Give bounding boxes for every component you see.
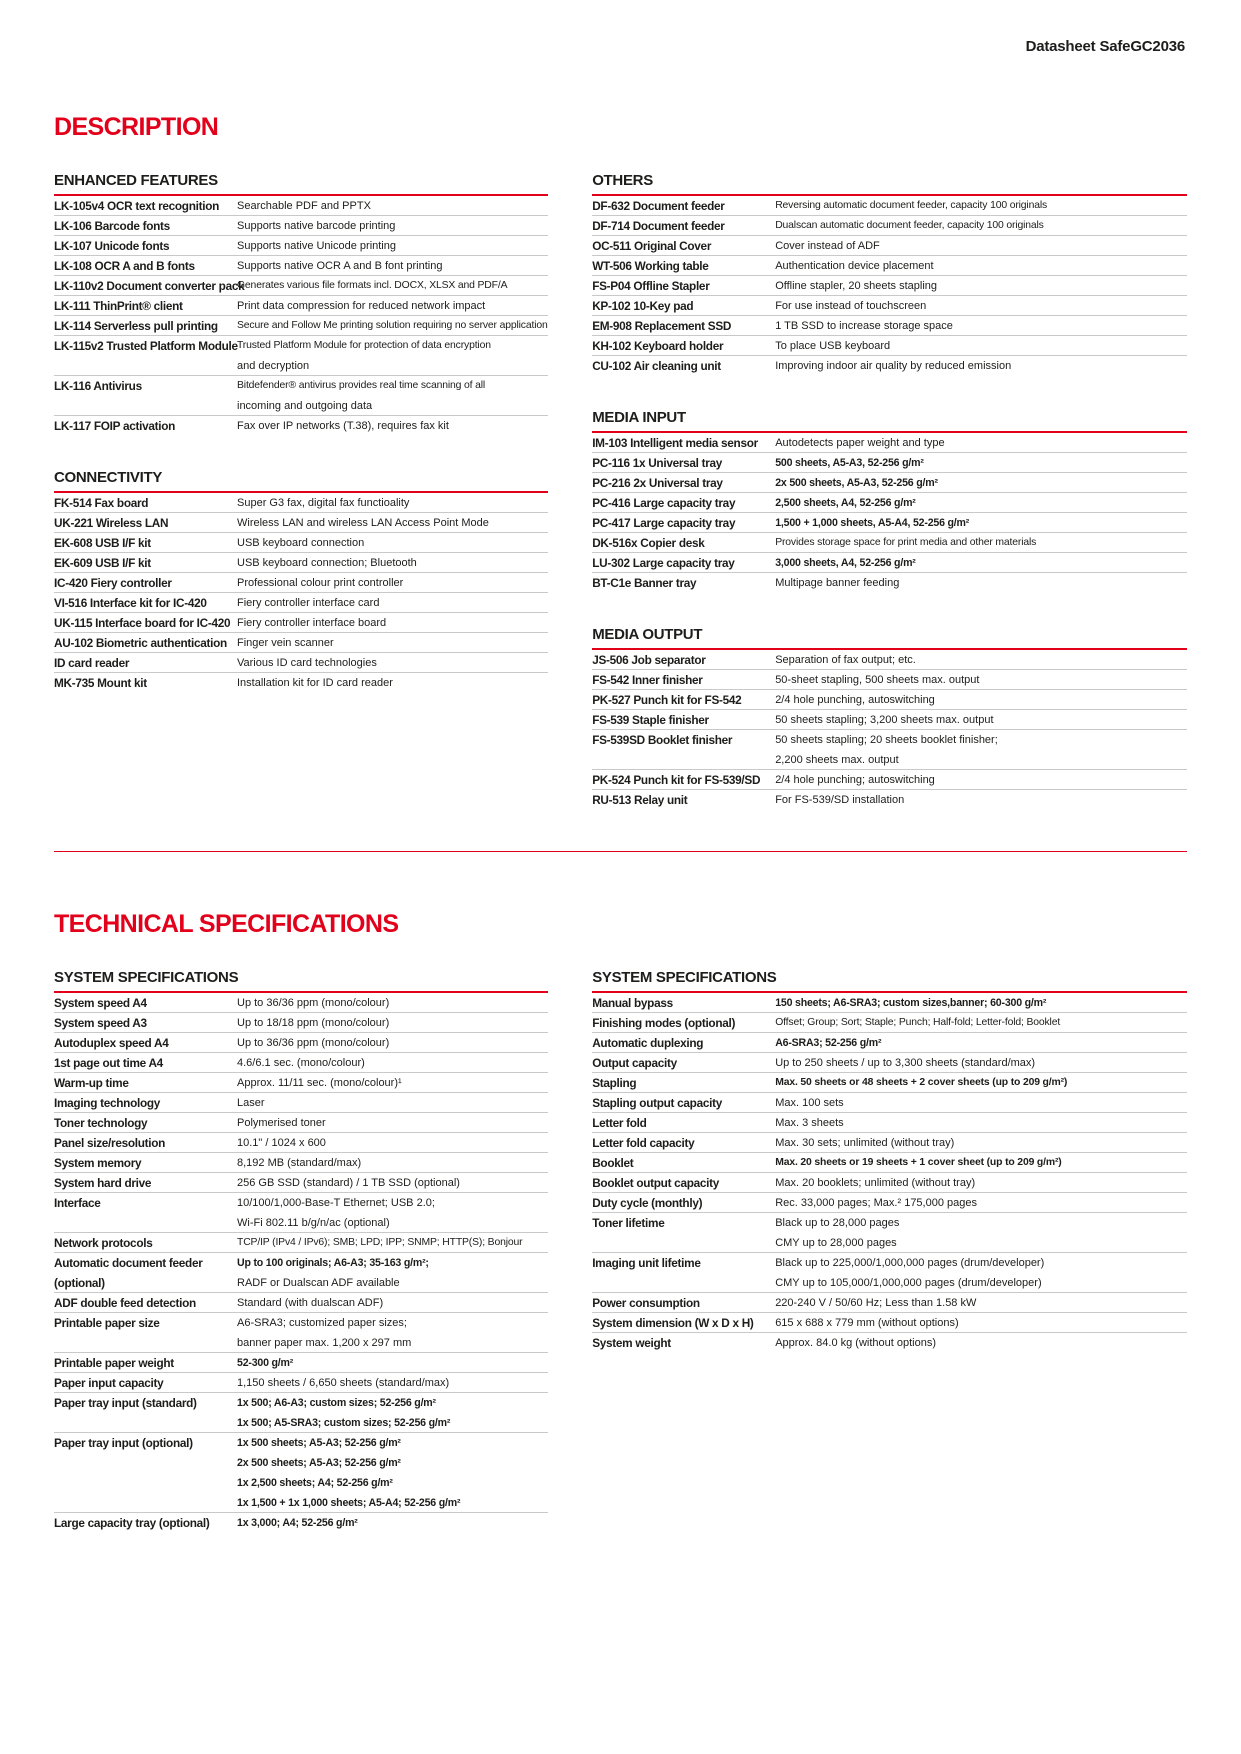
spec-row xyxy=(592,993,1187,1013)
spec-label: Toner technology xyxy=(54,1116,148,1130)
spec-value: Provides storage space for print media and other materials xyxy=(775,537,1037,548)
spec-row xyxy=(54,633,548,653)
spec-row xyxy=(592,1073,1187,1093)
spec-value: 2,500 sheets, A4, 52-256 g/m² xyxy=(775,497,916,509)
spec-value: 50 sheets stapling; 3,200 sheets max. output xyxy=(775,714,994,726)
spec-value: Laser xyxy=(237,1097,265,1109)
spec-row xyxy=(54,1353,548,1373)
spec-value: Fax over IP networks (T.38), requires fax kit xyxy=(237,420,449,432)
spec-label: AU-102 Biometric authentication xyxy=(54,636,227,650)
spec-value: Supports native barcode printing xyxy=(237,220,396,232)
spec-label: ADF double feed detection xyxy=(54,1296,196,1310)
spec-label: LK-117 FOIP activation xyxy=(54,419,176,433)
spec-value: TCP/IP (IPv4 / IPv6); SMB; LPD; IPP; SNMP; HTTP(S); Bonjour xyxy=(237,1237,523,1248)
spec-label: PK-524 Punch kit for FS-539/SD xyxy=(592,773,761,787)
spec-label: System dimension (W x D x H) xyxy=(592,1316,754,1330)
spec-row xyxy=(592,433,1187,453)
spec-label: LU-302 Large capacity tray xyxy=(592,556,735,570)
spec-row xyxy=(54,1073,548,1093)
spec-value: 1x 500; A6-A3; custom sizes; 52-256 g/m² 1x 500; A5-SRA3; custom sizes; 52-256 g/m² xyxy=(237,1397,451,1429)
spec-row xyxy=(54,416,548,435)
spec-row xyxy=(592,1133,1187,1153)
technical-specifications-title: TECHNICAL SPECIFICATIONS xyxy=(54,910,399,938)
spec-label: Interface xyxy=(54,1196,101,1210)
spec-value: Supports native Unicode printing xyxy=(237,240,396,252)
spec-label: Paper tray input (optional) xyxy=(54,1436,193,1450)
spec-row xyxy=(592,1093,1187,1113)
spec-label: IM-103 Intelligent media sensor xyxy=(592,436,758,450)
spec-row xyxy=(54,1293,548,1313)
spec-value: 150 sheets; A6-SRA3; custom sizes,banner; 60-300 g/m² xyxy=(775,997,1047,1009)
spec-label: FK-514 Fax board xyxy=(54,496,149,510)
spec-label: PC-116 1x Universal tray xyxy=(592,456,723,470)
subsection-heading: OTHERS xyxy=(592,172,1187,196)
spec-value: Offset; Group; Sort; Staple; Punch; Half-fold; Letter-fold; Booklet xyxy=(775,1017,1061,1028)
description-title: DESCRIPTION xyxy=(54,113,219,141)
spec-row xyxy=(592,553,1187,573)
spec-label: DK-516x Copier desk xyxy=(592,536,705,550)
spec-row xyxy=(54,573,548,593)
spec-label: System weight xyxy=(592,1336,671,1350)
spec-label: Output capacity xyxy=(592,1056,677,1070)
spec-row xyxy=(54,1093,548,1113)
spec-value: Approx. 11/11 sec. (mono/colour)¹ xyxy=(237,1077,402,1089)
spec-row xyxy=(54,1193,548,1233)
spec-row xyxy=(592,730,1187,770)
spec-value: Installation kit for ID card reader xyxy=(237,677,393,689)
spec-value: 1x 3,000; A4; 52-256 g/m² xyxy=(237,1517,358,1529)
spec-value: Print data compression for reduced network impact xyxy=(237,300,486,312)
spec-section xyxy=(592,172,1187,375)
spec-row xyxy=(54,276,548,296)
spec-label: LK-105v4 OCR text recognition xyxy=(54,199,220,213)
spec-row xyxy=(592,1193,1187,1213)
spec-row xyxy=(54,316,548,336)
spec-value: Generates various file formats incl. DOCX, XLSX and PDF/A xyxy=(237,280,508,291)
spec-label: IC-420 Fiery controller xyxy=(54,576,172,590)
spec-value: Up to 100 originals; A6-A3; 35-163 g/m²; RADF or Dualscan ADF available xyxy=(237,1257,429,1289)
spec-section xyxy=(592,409,1187,592)
spec-label: FS-P04 Offline Stapler xyxy=(592,279,710,293)
spec-row xyxy=(54,196,548,216)
spec-row xyxy=(54,1513,548,1532)
spec-row xyxy=(54,1173,548,1193)
spec-label: System speed A4 xyxy=(54,996,147,1010)
spec-value: Wireless LAN and wireless LAN Access Point Mode xyxy=(237,517,489,529)
spec-row xyxy=(54,1393,548,1433)
spec-value: Max. 20 sheets or 19 sheets + 1 cover sheet (up to 209 g/m²) xyxy=(775,1157,1062,1168)
spec-value: Trusted Platform Module for protection of data encryption and decryption xyxy=(237,340,491,372)
spec-section xyxy=(54,969,548,1532)
spec-value: 8,192 MB (standard/max) xyxy=(237,1157,362,1169)
spec-label: KP-102 10-Key pad xyxy=(592,299,694,313)
spec-row xyxy=(54,553,548,573)
spec-row xyxy=(592,533,1187,553)
spec-value: Black up to 225,000/1,000,000 pages (drum/developer) CMY up to 105,000/1,000,000 pages (drum/developer) xyxy=(775,1257,1045,1289)
spec-label: Letter fold capacity xyxy=(592,1136,695,1150)
spec-value: 2x 500 sheets, A5-A3, 52-256 g/m² xyxy=(775,477,938,489)
spec-value: Reversing automatic document feeder, capacity 100 originals xyxy=(775,200,1048,211)
description-right-column xyxy=(592,172,1187,809)
description-left-column xyxy=(54,172,548,692)
spec-value: Approx. 84.0 kg (without options) xyxy=(775,1337,936,1349)
spec-value: Up to 18/18 ppm (mono/colour) xyxy=(237,1017,390,1029)
spec-row xyxy=(54,673,548,692)
spec-value: Max. 30 sets; unlimited (without tray) xyxy=(775,1137,955,1149)
spec-section xyxy=(54,469,548,692)
spec-row xyxy=(54,493,548,513)
spec-label: OC-511 Original Cover xyxy=(592,239,712,253)
spec-row xyxy=(592,276,1187,296)
spec-value: USB keyboard connection; Bluetooth xyxy=(237,557,417,569)
spec-row xyxy=(592,770,1187,790)
spec-value: Black up to 28,000 pages CMY up to 28,000 pages xyxy=(775,1217,900,1249)
spec-value: 256 GB SSD (standard) / 1 TB SSD (optional) xyxy=(237,1177,460,1189)
subsection-heading: CONNECTIVITY xyxy=(54,469,548,493)
spec-label: PC-416 Large capacity tray xyxy=(592,496,736,510)
spec-value: Up to 250 sheets / up to 3,300 sheets (standard/max) xyxy=(775,1057,1036,1069)
spec-row xyxy=(54,1013,548,1033)
spec-row xyxy=(54,1433,548,1513)
spec-row xyxy=(592,336,1187,356)
spec-label: CU-102 Air cleaning unit xyxy=(592,359,721,373)
document-title: Datasheet SafeGC2036 xyxy=(1025,38,1185,55)
spec-value: Improving indoor air quality by reduced emission xyxy=(775,360,1012,372)
spec-row xyxy=(592,650,1187,670)
spec-label: Manual bypass xyxy=(592,996,673,1010)
spec-value: Rec. 33,000 pages; Max.² 175,000 pages xyxy=(775,1197,977,1209)
spec-row xyxy=(592,790,1187,809)
spec-row xyxy=(54,1233,548,1253)
spec-row xyxy=(54,1033,548,1053)
spec-label: UK-115 Interface board for IC-420 xyxy=(54,616,231,630)
spec-row xyxy=(54,1053,548,1073)
spec-row xyxy=(54,1133,548,1153)
spec-label: EK-609 USB I/F kit xyxy=(54,556,151,570)
spec-row xyxy=(592,1253,1187,1293)
technical-right-column xyxy=(592,969,1187,1352)
spec-row xyxy=(54,593,548,613)
spec-row xyxy=(592,196,1187,216)
spec-label: Stapling output capacity xyxy=(592,1096,722,1110)
spec-label: Duty cycle (monthly) xyxy=(592,1196,703,1210)
spec-row xyxy=(592,1053,1187,1073)
spec-value: 2/4 hole punching, autoswitching xyxy=(775,694,935,706)
spec-row xyxy=(54,653,548,673)
spec-label: Printable paper weight xyxy=(54,1356,174,1370)
spec-label: 1st page out time A4 xyxy=(54,1056,163,1070)
spec-label: System hard drive xyxy=(54,1176,152,1190)
spec-label: DF-632 Document feeder xyxy=(592,199,725,213)
spec-value: Polymerised toner xyxy=(237,1117,326,1129)
spec-value: Authentication device placement xyxy=(775,260,934,272)
spec-value: Fiery controller interface board xyxy=(237,617,387,629)
spec-row xyxy=(54,256,548,276)
spec-value: Finger vein scanner xyxy=(237,637,334,649)
spec-label: Warm-up time xyxy=(54,1076,129,1090)
spec-value: Max. 20 booklets; unlimited (without tray) xyxy=(775,1177,976,1189)
spec-label: LK-114 Serverless pull printing xyxy=(54,319,218,333)
spec-label: JS-506 Job separator xyxy=(592,653,706,667)
technical-left-column xyxy=(54,969,548,1532)
spec-label: LK-106 Barcode fonts xyxy=(54,219,170,233)
spec-row xyxy=(592,356,1187,375)
spec-value: For FS-539/SD installation xyxy=(775,794,905,806)
spec-row xyxy=(54,613,548,633)
spec-value: Supports native OCR A and B font printing xyxy=(237,260,443,272)
spec-label: Panel size/resolution xyxy=(54,1136,166,1150)
spec-label: Letter fold xyxy=(592,1116,647,1130)
spec-value: To place USB keyboard xyxy=(775,340,891,352)
spec-value: 220-240 V / 50/60 Hz; Less than 1.58 kW xyxy=(775,1297,977,1309)
spec-value: Multipage banner feeding xyxy=(775,577,900,589)
spec-label: VI-516 Interface kit for IC-420 xyxy=(54,596,207,610)
spec-row xyxy=(54,533,548,553)
subsection-heading: SYSTEM SPECIFICATIONS xyxy=(592,969,1187,993)
spec-row xyxy=(592,453,1187,473)
spec-row xyxy=(54,1153,548,1173)
spec-label: LK-107 Unicode fonts xyxy=(54,239,170,253)
spec-label: LK-115v2 Trusted Platform Module xyxy=(54,339,238,353)
spec-label: System speed A3 xyxy=(54,1016,147,1030)
subsection-heading: SYSTEM SPECIFICATIONS xyxy=(54,969,548,993)
spec-value: Up to 36/36 ppm (mono/colour) xyxy=(237,997,390,1009)
spec-value: 1,500 + 1,000 sheets, A5-A4, 52-256 g/m² xyxy=(775,517,970,529)
spec-row xyxy=(54,1253,548,1293)
spec-value: Super G3 fax, digital fax functioality xyxy=(237,497,410,509)
spec-value: USB keyboard connection xyxy=(237,537,365,549)
spec-value: 1x 500 sheets; A5-A3; 52-256 g/m² 2x 500 sheets; A5-A3; 52-256 g/m² 1x 2,500 sheets; A4; 52-256 g/m² 1x 1,500 + 1x 1,000 sheets; A5-A4; 52-256 g/m² xyxy=(237,1437,461,1509)
spec-row xyxy=(54,236,548,256)
spec-label: ID card reader xyxy=(54,656,130,670)
spec-label: Network protocols xyxy=(54,1236,153,1250)
spec-row xyxy=(592,1173,1187,1193)
spec-label: DF-714 Document feeder xyxy=(592,219,725,233)
spec-section xyxy=(54,172,548,435)
spec-row xyxy=(592,1293,1187,1313)
subsection-heading: ENHANCED FEATURES xyxy=(54,172,548,196)
page-body xyxy=(0,113,1241,1532)
spec-label: MK-735 Mount kit xyxy=(54,676,147,690)
spec-value: Separation of fax output; etc. xyxy=(775,654,916,666)
spec-value: Offline stapler, 20 sheets stapling xyxy=(775,280,938,292)
spec-label: LK-108 OCR A and B fonts xyxy=(54,259,195,273)
spec-row xyxy=(592,1113,1187,1133)
spec-row xyxy=(592,473,1187,493)
spec-value: Professional colour print controller xyxy=(237,577,404,589)
spec-label: Stapling xyxy=(592,1076,637,1090)
spec-value: Standard (with dualscan ADF) xyxy=(237,1297,384,1309)
spec-row xyxy=(592,1213,1187,1253)
spec-label: WT-506 Working table xyxy=(592,259,709,273)
spec-label: FS-539 Staple finisher xyxy=(592,713,709,727)
spec-row xyxy=(54,1313,548,1353)
spec-label: Imaging technology xyxy=(54,1096,161,1110)
spec-row xyxy=(592,1013,1187,1033)
spec-value: A6-SRA3; 52-256 g/m² xyxy=(775,1037,882,1049)
spec-value: Up to 36/36 ppm (mono/colour) xyxy=(237,1037,390,1049)
spec-label: RU-513 Relay unit xyxy=(592,793,688,807)
spec-section xyxy=(592,626,1187,809)
spec-label: System memory xyxy=(54,1156,142,1170)
section-divider xyxy=(54,851,1187,852)
spec-value: Max. 3 sheets xyxy=(775,1117,844,1129)
spec-value: A6-SRA3; customized paper sizes; banner paper max. 1,200 x 297 mm xyxy=(237,1317,412,1349)
spec-value: Autodetects paper weight and type xyxy=(775,437,945,449)
spec-value: Dualscan automatic document feeder, capacity 100 originals xyxy=(775,220,1044,231)
spec-value: Cover instead of ADF xyxy=(775,240,880,252)
spec-label: LK-116 Antivirus xyxy=(54,379,142,393)
spec-label: Booklet output capacity xyxy=(592,1176,719,1190)
spec-row xyxy=(592,690,1187,710)
spec-value: 52-300 g/m² xyxy=(237,1357,294,1369)
spec-label: Large capacity tray (optional) xyxy=(54,1516,210,1530)
spec-row xyxy=(54,216,548,236)
spec-row xyxy=(592,493,1187,513)
spec-value: 10.1" / 1024 x 600 xyxy=(237,1137,326,1149)
spec-section xyxy=(592,969,1187,1352)
spec-label: Toner lifetime xyxy=(592,1216,665,1230)
spec-row xyxy=(54,1113,548,1133)
spec-value: Various ID card technologies xyxy=(237,657,377,669)
spec-value: For use instead of touchscreen xyxy=(775,300,927,312)
spec-row xyxy=(592,1333,1187,1352)
spec-value: 2/4 hole punching; autoswitching xyxy=(775,774,935,786)
spec-label: PC-216 2x Universal tray xyxy=(592,476,723,490)
spec-value: Searchable PDF and PPTX xyxy=(237,200,371,212)
spec-label: Automatic duplexing xyxy=(592,1036,704,1050)
spec-value: 615 x 688 x 779 mm (without options) xyxy=(775,1317,959,1329)
spec-label: Imaging unit lifetime xyxy=(592,1256,701,1270)
spec-label: Automatic document feeder (optional) xyxy=(54,1256,203,1290)
spec-value: 500 sheets, A5-A3, 52-256 g/m² xyxy=(775,457,924,469)
spec-value: 1 TB SSD to increase storage space xyxy=(775,320,953,332)
spec-row xyxy=(592,1153,1187,1173)
spec-row xyxy=(592,236,1187,256)
spec-label: PC-417 Large capacity tray xyxy=(592,516,736,530)
spec-value: Bitdefender® antivirus provides real time scanning of all incoming and outgoing data xyxy=(237,380,486,412)
spec-row xyxy=(592,296,1187,316)
spec-label: FS-542 Inner finisher xyxy=(592,673,703,687)
spec-label: LK-111 ThinPrint® client xyxy=(54,299,183,313)
spec-label: KH-102 Keyboard holder xyxy=(592,339,724,353)
spec-row xyxy=(592,256,1187,276)
description-columns xyxy=(54,172,1187,809)
spec-label: PK-527 Punch kit for FS-542 xyxy=(592,693,742,707)
spec-row xyxy=(54,336,548,376)
subsection-heading: MEDIA INPUT xyxy=(592,409,1187,433)
spec-row xyxy=(54,376,548,416)
spec-value: Fiery controller interface card xyxy=(237,597,380,609)
spec-value: Secure and Follow Me printing solution requiring no server application xyxy=(237,320,548,331)
page-header xyxy=(0,0,1241,55)
spec-label: Booklet xyxy=(592,1156,634,1170)
spec-label: UK-221 Wireless LAN xyxy=(54,516,169,530)
spec-row xyxy=(592,1313,1187,1333)
spec-label: LK-110v2 Document converter pack xyxy=(54,279,245,293)
spec-label: EK-608 USB I/F kit xyxy=(54,536,151,550)
spec-row xyxy=(592,1033,1187,1053)
spec-label: BT-C1e Banner tray xyxy=(592,576,697,590)
spec-label: Finishing modes (optional) xyxy=(592,1016,736,1030)
subsection-heading: MEDIA OUTPUT xyxy=(592,626,1187,650)
spec-label: Paper input capacity xyxy=(54,1376,164,1390)
spec-label: EM-908 Replacement SSD xyxy=(592,319,732,333)
spec-row xyxy=(54,1373,548,1393)
spec-row xyxy=(592,316,1187,336)
spec-value: Max. 50 sheets or 48 sheets + 2 cover sheets (up to 209 g/m²) xyxy=(775,1077,1068,1088)
spec-label: Paper tray input (standard) xyxy=(54,1396,197,1410)
spec-value: Max. 100 sets xyxy=(775,1097,844,1109)
spec-row xyxy=(592,710,1187,730)
spec-row xyxy=(592,670,1187,690)
spec-label: Autoduplex speed A4 xyxy=(54,1036,169,1050)
spec-row xyxy=(54,296,548,316)
spec-row xyxy=(592,216,1187,236)
spec-value: 50 sheets stapling; 20 sheets booklet finisher; 2,200 sheets max. output xyxy=(775,734,998,766)
spec-value: 4.6/6.1 sec. (mono/colour) xyxy=(237,1057,365,1069)
spec-row xyxy=(592,573,1187,592)
spec-label: Printable paper size xyxy=(54,1316,160,1330)
spec-row xyxy=(54,993,548,1013)
spec-value: 10/100/1,000-Base-T Ethernet; USB 2.0; Wi-Fi 802.11 b/g/n/ac (optional) xyxy=(237,1197,435,1229)
spec-label: Power consumption xyxy=(592,1296,700,1310)
spec-row xyxy=(592,513,1187,533)
spec-value: 50-sheet stapling, 500 sheets max. output xyxy=(775,674,980,686)
spec-row xyxy=(54,513,548,533)
spec-value: 3,000 sheets, A4, 52-256 g/m² xyxy=(775,557,916,569)
technical-columns xyxy=(54,969,1187,1532)
spec-label: FS-539SD Booklet finisher xyxy=(592,733,733,747)
spec-value: 1,150 sheets / 6,650 sheets (standard/max) xyxy=(237,1377,450,1389)
